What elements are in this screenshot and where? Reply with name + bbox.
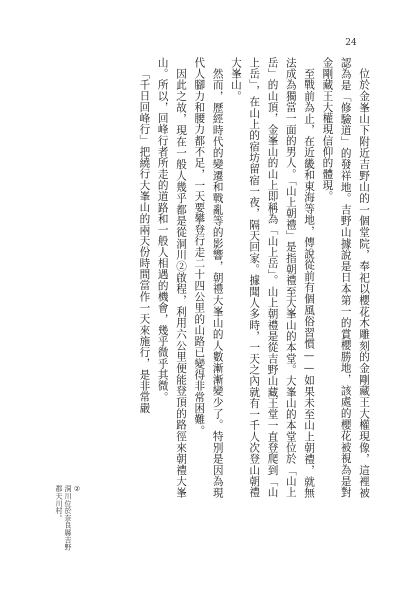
paragraph-4: 因此之故，現在一般人幾乎都是從洞川②啟程，利用六公里便能登頂的路徑來朝禮大峯山。所以，回峰行者所走的道路和一般人相遇的機會，幾乎微乎其微。 [156, 57, 188, 498]
footnote-text: 洞川位於奈良縣吉野郡天川村。 [55, 485, 72, 551]
footnote-marker: ② [73, 485, 81, 494]
page-number: 24 [345, 38, 357, 48]
footnote [53, 485, 81, 555]
paragraph-2: 至戰前為止，在近畿和東海等地，傳說從前有個風俗習慣——如果未至山上朝禮，就無法成為獨當一面的男人。「山上朝禮」是指朝禮至大峯山的本堂。大峯山的本堂位於「山上岳」的山頂，金峯山的山上即稱為「山上岳」。山上朝禮是從吉野山藏王堂一直登爬到「山上岳」，在山上的宿坊留宿一夜，隔天回家。據聞人多時，一天之內就有一千人次登山朝禮大峯山。 [229, 57, 316, 498]
paragraph-3: 然而，歷經時代的變遷和戰亂等的影響，朝禮大峯山的人數漸漸變少了。特別是因為現代人腳力和腰力都不足，一天要攀登行走二十四公里的山路已變得非常困難。 [193, 57, 224, 498]
paragraph-1: 位於金峯山下附近吉野山的一個堂院，奉祀以櫻花木雕刻的金剛藏王大權現像，這裡被認為是「修驗道」的發祥地。吉野山據說是日本第一的賞櫻勝地，該處的櫻花被視為是對金剛藏王大權現信仰的體現。 [321, 57, 370, 498]
paragraph-5: 「千日回峰行」把繞行大峯山的兩天份時間當作一天來施行，是非常嚴 [138, 67, 151, 414]
vertical-body-text [104, 57, 373, 498]
